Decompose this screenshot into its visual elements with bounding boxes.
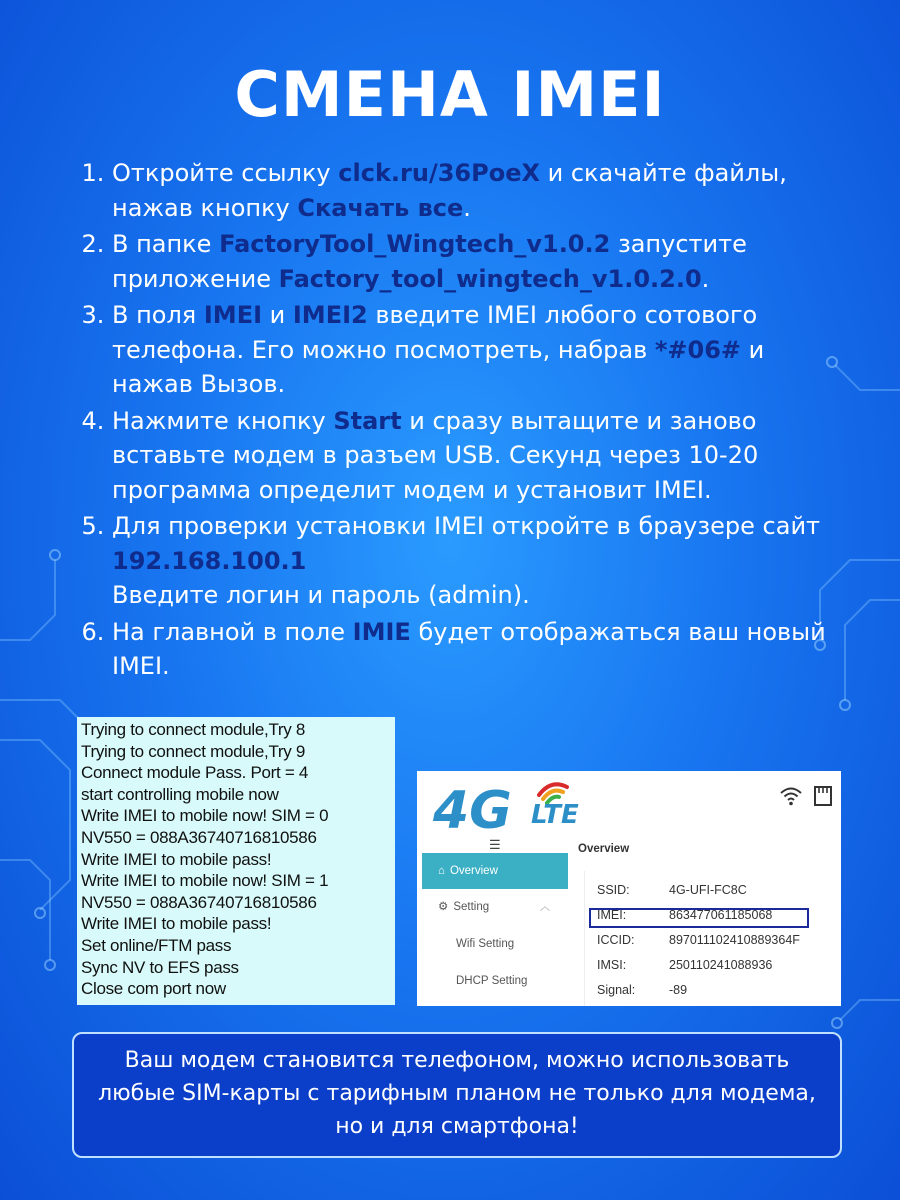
home-icon: ⌂ (438, 864, 445, 877)
sidebar-item-dhcp-setting[interactable] (422, 963, 568, 1000)
field-value: 4G-UFI-FC8C (669, 883, 747, 897)
info-note: Ваш модем становится телефоном, можно использовать любые SIM-карты с тарифным планом не только для модема, но и для смартфона! (72, 1032, 842, 1158)
step-text: и скачайте файлы, нажав кнопку (112, 159, 787, 222)
4g-lte-logo (431, 773, 621, 835)
highlight-text: IMEI (203, 301, 263, 329)
highlight-text: *#06# (654, 335, 742, 364)
step-text: и нажав Вызов. (112, 335, 765, 398)
overview-card (584, 871, 835, 1006)
step-text: Для проверки установки IMEI откройте в браузере сайт (112, 512, 821, 540)
overview-row (597, 933, 800, 947)
instruction-step (112, 509, 830, 613)
highlight-text: IMEI2 (292, 301, 368, 329)
highlight-text: clck.ru/36PoeX (338, 159, 540, 187)
router-admin-screenshot (417, 771, 841, 1006)
instruction-step (112, 298, 830, 402)
terminal-line: Connect module Pass. Port = 4 (81, 763, 309, 783)
sidebar-item-label: Setting (453, 901, 490, 913)
step-text: введите IMEI любого сотового телефона. Его можно посмотреть, набрав (112, 301, 758, 364)
logo-4g-text: 4G (433, 781, 512, 835)
logo-lte-text: LTE (531, 800, 579, 830)
terminal-line: NV550 = 088A36740716810586 (81, 892, 317, 912)
highlight-text: Factory_tool_wingtech_v1.0.2.0 (278, 264, 702, 293)
overview-row (597, 958, 772, 972)
terminal-line: Write IMEI to mobile pass! (81, 914, 272, 934)
field-label: IMSI: (597, 958, 627, 972)
instruction-list (0, 156, 830, 686)
chevron-up-icon: ︿ (540, 902, 550, 913)
sidebar-menu (422, 853, 568, 1000)
step-text: На главной в поле (112, 617, 353, 646)
page-title: СМЕНА IMEI (234, 58, 666, 131)
field-label: ICCID: (597, 933, 635, 947)
terminal-line: Write IMEI to mobile now! SIM = 0 (81, 806, 329, 826)
step-text: и сразу вытащите и заново вставьте модем в разъем USB. Секунд через 10-20 программа определит модем и установит IMEI. (112, 406, 759, 504)
step-text: запустите приложение (112, 230, 747, 293)
menu-toggle-icon[interactable]: ☰ (489, 837, 501, 852)
instruction-step (112, 404, 830, 508)
highlight-text: IMIE (352, 617, 411, 646)
overview-row (597, 883, 747, 897)
terminal-line: Write IMEI to mobile pass! (81, 849, 272, 869)
step-text: В поля (112, 301, 204, 329)
sidebar-item-label: Overview (449, 864, 498, 877)
field-value: -89 (669, 983, 688, 997)
step-text: и (262, 301, 293, 329)
step-text: Нажмите кнопку (112, 406, 334, 435)
step-text: В папке (112, 230, 220, 258)
wifi-icon[interactable] (779, 785, 803, 807)
terminal-line: Trying to connect module,Try 9 (81, 741, 306, 761)
sidebar-item-setting[interactable] (422, 889, 568, 926)
sidebar-item-label: Wifi Setting (456, 938, 515, 950)
step-text: . (701, 264, 710, 293)
highlight-text: Скачать все (297, 193, 464, 222)
overview-row (597, 983, 687, 997)
terminal-line: Set online/FTM pass (81, 935, 232, 955)
field-label: IMEI: (597, 908, 627, 922)
overview-heading: Overview (578, 843, 630, 855)
terminal-line: Sync NV to EFS pass (81, 957, 239, 977)
terminal-line: start controlling mobile now (81, 784, 279, 804)
gear-icon: ⚙ (438, 901, 449, 913)
terminal-log (77, 717, 395, 1005)
field-label: Signal: (597, 983, 636, 997)
instruction-step (112, 156, 830, 225)
imei-highlight-box (589, 908, 809, 928)
terminal-line: Write IMEI to mobile now! SIM = 1 (81, 871, 329, 891)
step-text: Откройте ссылку (112, 159, 339, 187)
step-text: . (463, 193, 471, 222)
terminal-line: Trying to connect module,Try 8 (81, 720, 306, 739)
field-value: 250110241088936 (669, 958, 773, 972)
step-text: Введите логин и пароль (admin). (112, 581, 530, 609)
step-text: будет отображаться ваш новый IMEI. (112, 617, 826, 680)
highlight-text: FactoryTool_Wingtech_v1.0.2 (219, 230, 611, 258)
sidebar-item-overview[interactable] (422, 853, 568, 889)
field-value: 863477061185068 (669, 908, 773, 922)
highlight-text: 192.168.100.1 (112, 546, 307, 575)
highlight-text: Start (333, 406, 402, 435)
terminal-line: Close com port now (81, 979, 226, 999)
instruction-step (112, 615, 830, 684)
instruction-step (112, 227, 830, 296)
sd-card-icon[interactable] (813, 785, 833, 807)
field-label: SSID: (597, 883, 630, 897)
field-value: 897011102410889364F (669, 933, 800, 947)
sidebar-item-label: DHCP Setting (456, 975, 528, 987)
sidebar-item-wifi-setting[interactable] (422, 926, 568, 963)
terminal-line: NV550 = 088A36740716810586 (81, 827, 317, 847)
